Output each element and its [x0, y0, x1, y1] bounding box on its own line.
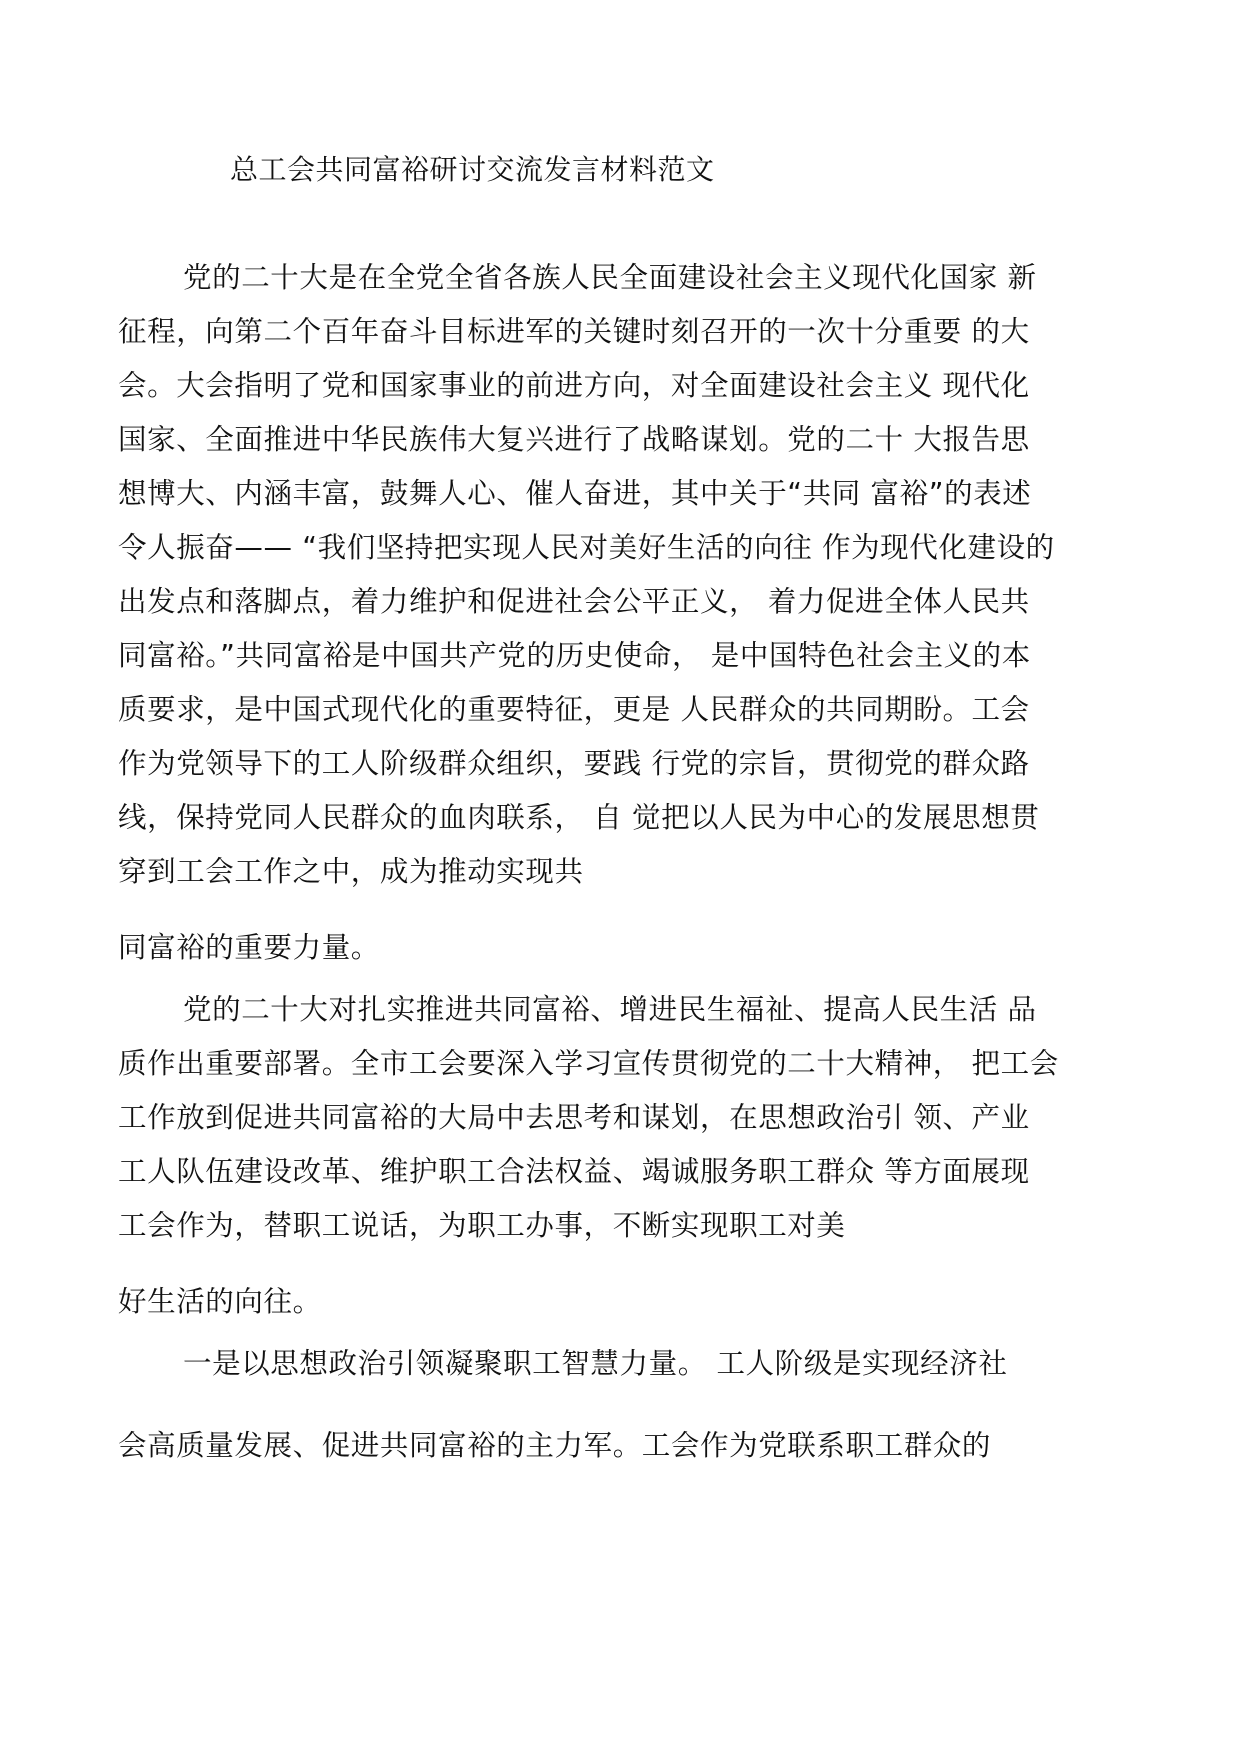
paragraph-2-line-1: 党的二十大对扎实推进共同富裕、增进民生福祉、提高人民生活 品	[183, 993, 1037, 1026]
paragraph-2-line-6: 好生活的向往。	[118, 1285, 322, 1318]
paragraph-3-line-2: 会高质量发展、促进共同富裕的主力军。工会作为党联系职工群众的	[118, 1429, 992, 1462]
paragraph-1-line-8: 同富裕。”共同富裕是中国共产党的历史使命， 是中国特色社会主义的本	[118, 639, 1031, 672]
paragraph-1-line-10: 作为党领导下的工人阶级群众组织，要践 行党的宗旨，贯彻党的群众路	[118, 747, 1030, 780]
paragraph-1-line-9: 质要求，是中国式现代化的重要特征，更是 人民群众的共同期盼。工会	[118, 693, 1030, 726]
paragraph-1-line-7: 出发点和落脚点，着力维护和促进社会公平正义， 着力促进全体人民共	[118, 585, 1030, 618]
paragraph-2-line-3: 工作放到促进共同富裕的大局中去思考和谋划，在思想政治引 领、产业	[118, 1101, 1030, 1134]
document-title: 总工会共同富裕研讨交流发言材料范文	[230, 153, 715, 186]
paragraph-1-line-12: 穿到工会工作之中，成为推动实现共	[118, 855, 584, 888]
paragraph-1-line-6: 令人振奋—— “我们坚持把实现人民对美好生活的向往 作为现代化建设的	[118, 531, 1055, 564]
paragraph-1-line-4: 国家、全面推进中华民族伟大复兴进行了战略谋划。党的二十 大报告思	[118, 423, 1030, 456]
paragraph-2-line-5: 工会作为，替职工说话，为职工办事，不断实现职工对美	[118, 1209, 846, 1242]
paragraph-1-line-2: 征程，向第二个百年奋斗目标进军的关键时刻召开的一次十分重要 的大	[118, 315, 1030, 348]
paragraph-1-line-5: 想博大、内涵丰富，鼓舞人心、催人奋进，其中关于“共同 富裕”的表述	[118, 477, 1032, 510]
paragraph-1-line-3: 会。大会指明了党和国家事业的前进方向，对全面建设社会主义 现代化	[118, 369, 1030, 402]
paragraph-2-line-2: 质作出重要部署。全市工会要深入学习宣传贯彻党的二十大精神， 把工会	[118, 1047, 1059, 1080]
paragraph-1-line-1: 党的二十大是在全党全省各族人民全面建设社会主义现代化国家 新	[183, 261, 1037, 294]
paragraph-1-line-13: 同富裕的重要力量。	[118, 931, 380, 964]
paragraph-3-line-1: 一是以思想政治引领凝聚职工智慧力量。 工人阶级是实现经济社	[183, 1347, 1008, 1380]
paragraph-1-line-11: 线，保持党同人民群众的血肉联系， 自 觉把以人民为中心的发展思想贯	[118, 801, 1040, 834]
paragraph-2-line-4: 工人队伍建设改革、维护职工合法权益、竭诚服务职工群众 等方面展现	[118, 1155, 1030, 1188]
